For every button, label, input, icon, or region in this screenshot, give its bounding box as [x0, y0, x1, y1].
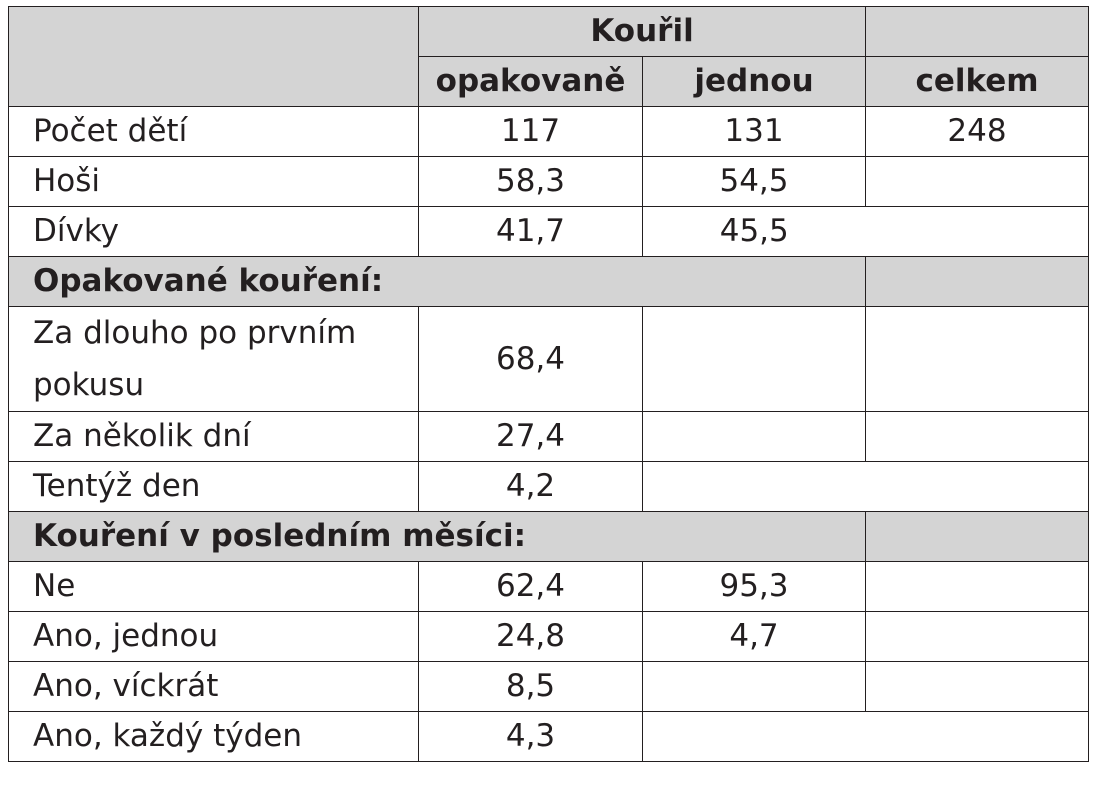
row-label: Dívky: [9, 207, 419, 257]
cell-value: 248: [866, 107, 1089, 157]
cell-value: 24,8: [419, 612, 643, 662]
row-label: Ano, jednou: [9, 612, 419, 662]
cell-value: [866, 562, 1089, 612]
cell-value: [643, 662, 866, 712]
section-empty-cell: [866, 512, 1089, 562]
table-row: [9, 307, 1089, 412]
table-row: [9, 157, 1089, 207]
header-group-label: Kouřil: [419, 7, 866, 57]
cell-value: [643, 712, 866, 762]
cell-value: 62,4: [419, 562, 643, 612]
smoking-table-container: [8, 6, 1088, 794]
cell-value: [866, 612, 1089, 662]
smoking-statistics-table: [8, 6, 1089, 762]
cell-value: [866, 462, 1089, 512]
cell-value: 117: [419, 107, 643, 157]
row-label: Tentýž den: [9, 462, 419, 512]
cell-value: [866, 662, 1089, 712]
cell-value: 4,7: [643, 612, 866, 662]
cell-value: [866, 412, 1089, 462]
row-label: Ne: [9, 562, 419, 612]
cell-value: 4,3: [419, 712, 643, 762]
table-row: [9, 412, 1089, 462]
section-title-opakovane-koureni: Opakované kouření:: [9, 257, 866, 307]
section-empty-cell: [866, 257, 1089, 307]
table-row: [9, 612, 1089, 662]
cell-value: 41,7: [419, 207, 643, 257]
cell-value: [643, 412, 866, 462]
header-corner-cell: [9, 7, 419, 107]
header-empty-cell: [866, 7, 1089, 57]
cell-value: 131: [643, 107, 866, 157]
column-header-opakovane: opakovaně: [419, 57, 643, 107]
row-label: Ano, víckrát: [9, 662, 419, 712]
row-label: Počet dětí: [9, 107, 419, 157]
header-row-group: [9, 7, 1089, 57]
row-label: Za dlouho po prvním pokusu: [9, 307, 419, 412]
cell-value: 8,5: [419, 662, 643, 712]
section-row: [9, 257, 1089, 307]
cell-value: 45,5: [643, 207, 866, 257]
cell-value: [866, 207, 1089, 257]
section-title-koureni-v-poslednim-mesici: Kouření v posledním měsíci:: [9, 512, 866, 562]
cell-value: 58,3: [419, 157, 643, 207]
table-row: [9, 662, 1089, 712]
cell-value: [866, 157, 1089, 207]
cell-value: 4,2: [419, 462, 643, 512]
cell-value: [866, 712, 1089, 762]
row-label: Za několik dní: [9, 412, 419, 462]
row-label: Ano, každý týden: [9, 712, 419, 762]
column-header-jednou: jednou: [643, 57, 866, 107]
cell-value: 95,3: [643, 562, 866, 612]
row-label: Hoši: [9, 157, 419, 207]
cell-value: [866, 307, 1089, 412]
cell-value: [643, 462, 866, 512]
cell-value: 27,4: [419, 412, 643, 462]
column-header-celkem: celkem: [866, 57, 1089, 107]
section-row: [9, 512, 1089, 562]
table-row: [9, 712, 1089, 762]
cell-value: 68,4: [419, 307, 643, 412]
table-row: [9, 462, 1089, 512]
table-row: [9, 207, 1089, 257]
cell-value: [643, 307, 866, 412]
table-row: [9, 562, 1089, 612]
cell-value: 54,5: [643, 157, 866, 207]
table-row: [9, 107, 1089, 157]
